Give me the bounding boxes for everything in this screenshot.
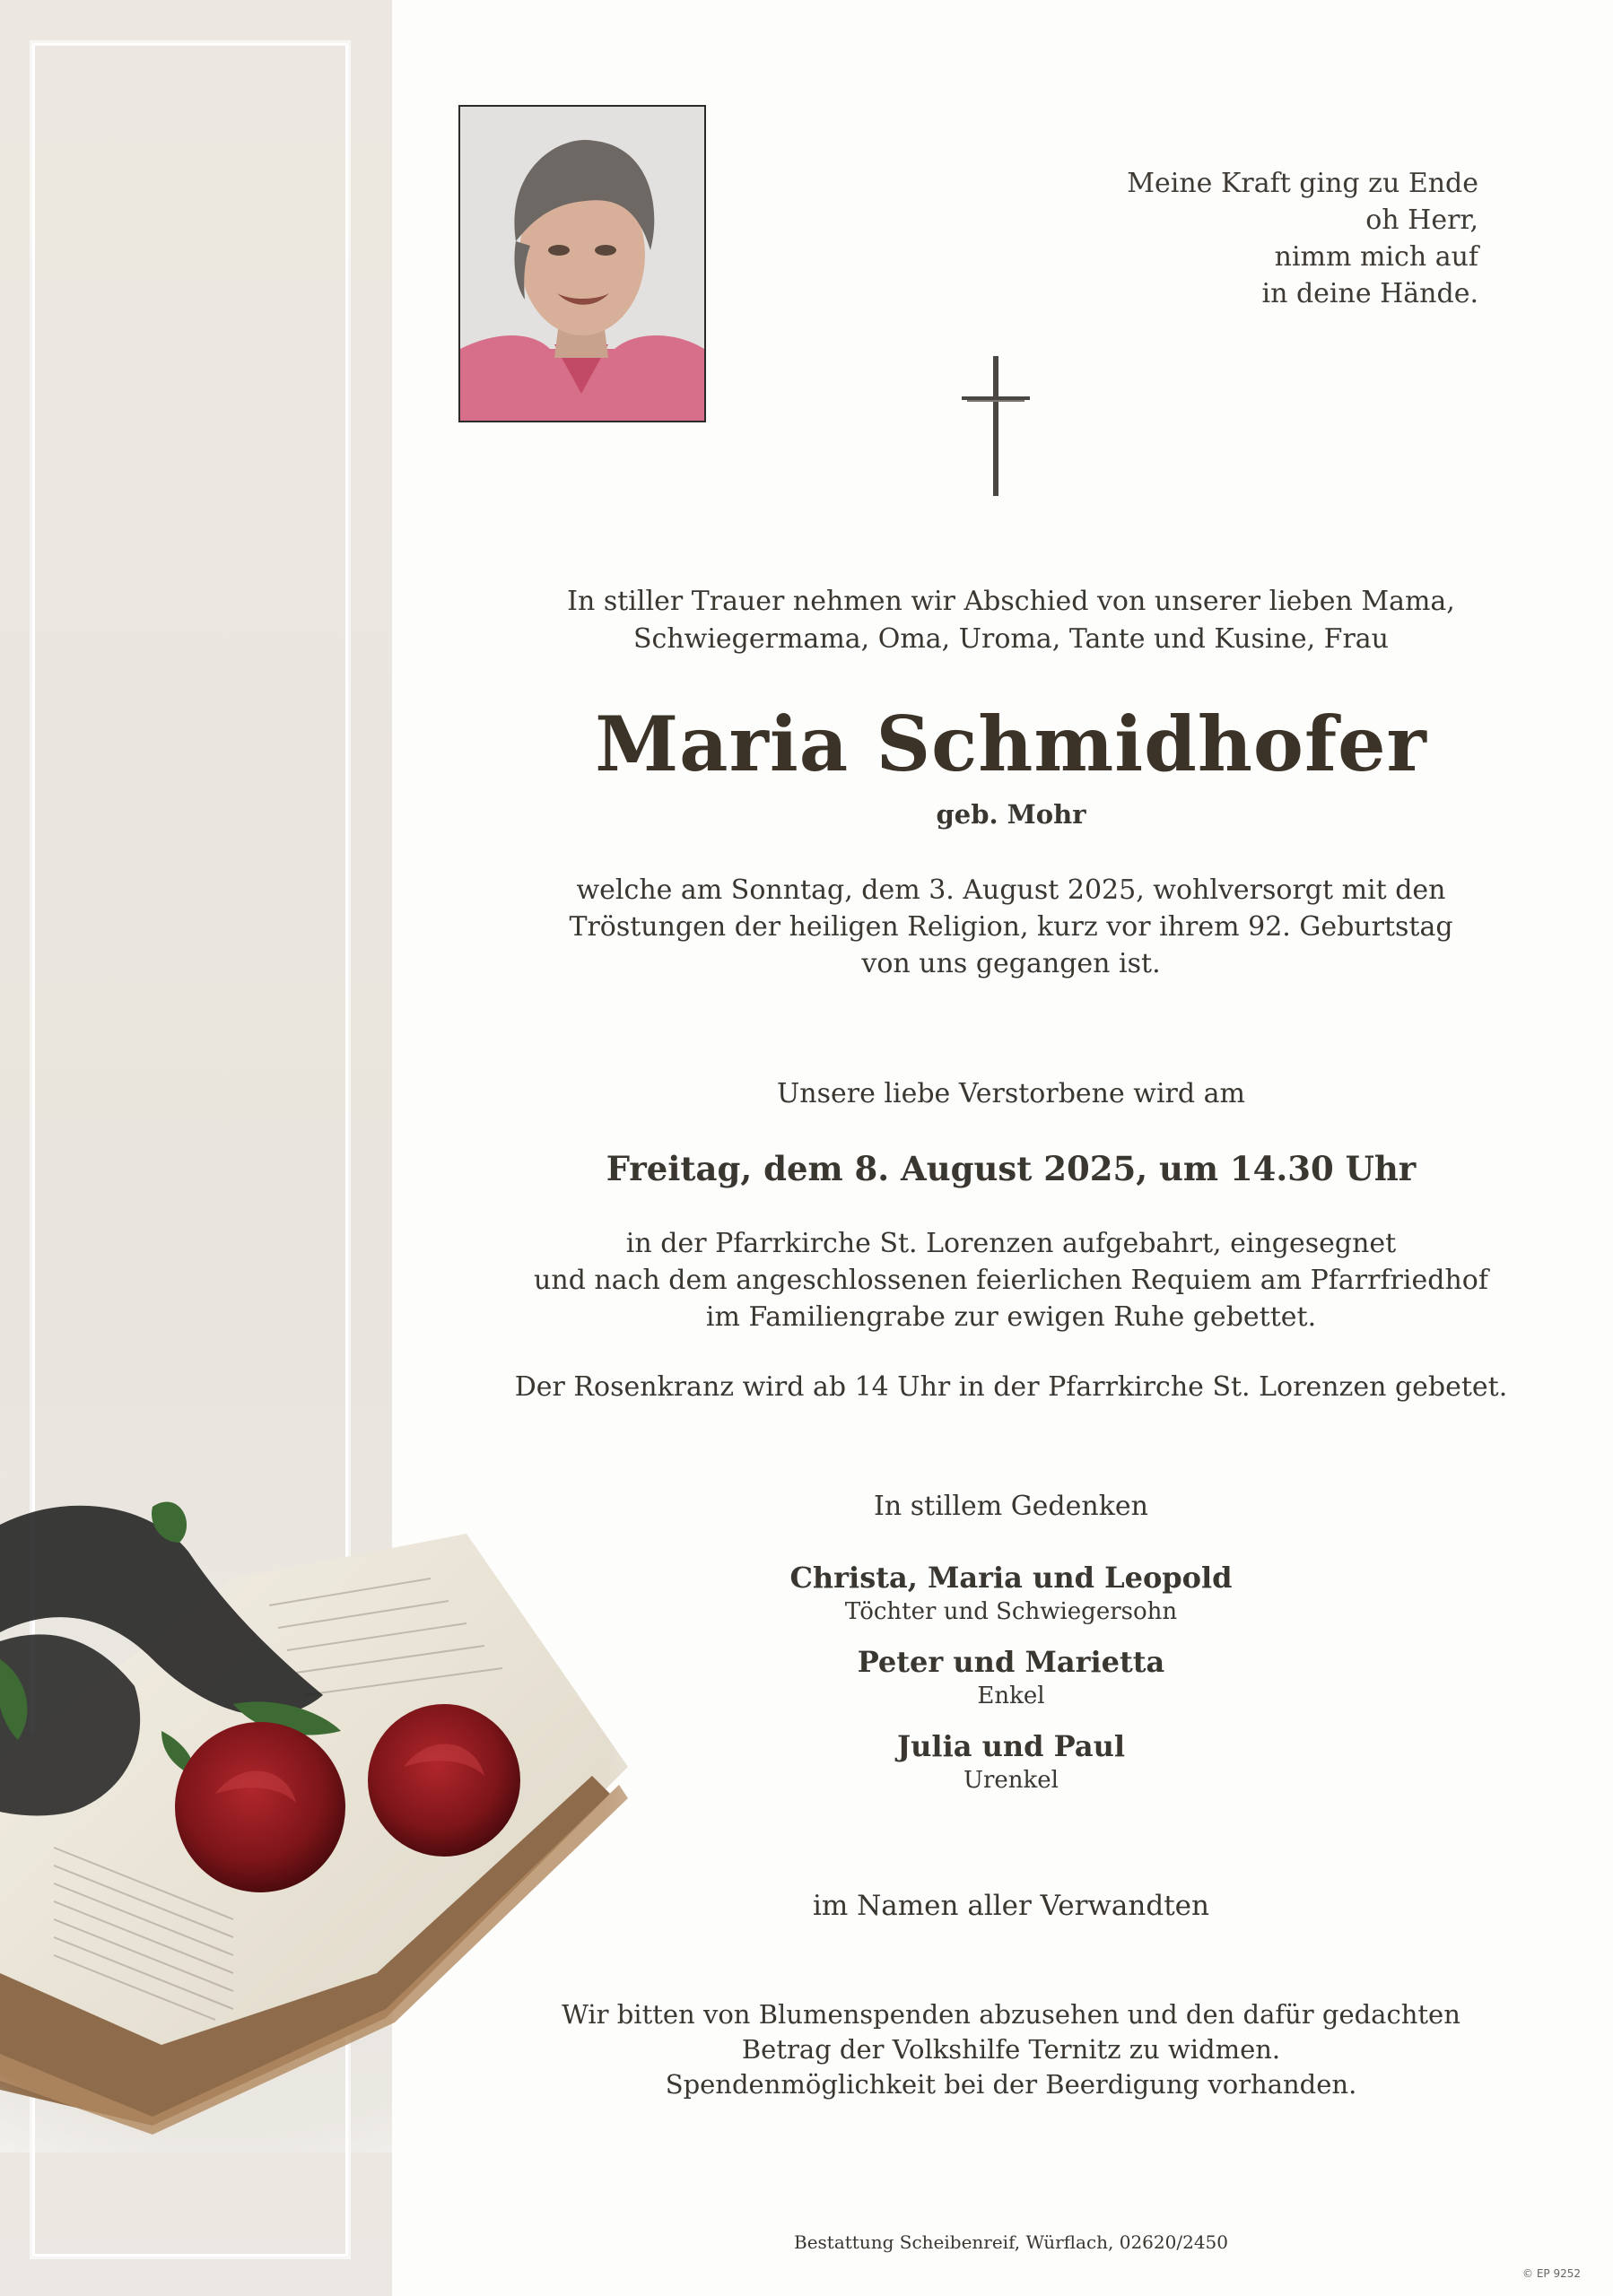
relatives-closing: im Namen aller Verwandten <box>813 1890 1209 1922</box>
death-notice-line: Tröstungen der heiligen Religion, kurz vor ihrem 92. Geburtstag <box>569 911 1453 943</box>
mourner-entry <box>484 1559 1538 1627</box>
portrait-photo <box>458 105 706 422</box>
death-notice-line: von uns gegangen ist. <box>861 948 1161 979</box>
intro-line: In stiller Trauer nehmen wir Abschied von unserer lieben Mama, <box>567 586 1455 617</box>
print-code: © EP 9252 <box>1522 2267 1581 2280</box>
funeral-intro: Unsere liebe Verstorbene wird am <box>777 1078 1245 1109</box>
donation-request <box>484 1997 1538 2102</box>
verse-line: oh Herr, <box>1365 204 1478 236</box>
mourner-relation: Enkel <box>977 1683 1045 1709</box>
donation-request-line: Betrag der Volkshilfe Ternitz zu widmen. <box>741 2034 1281 2065</box>
cross-icon <box>960 356 1032 500</box>
funeral-details <box>484 1225 1538 1335</box>
mourner-names: Peter und Marietta <box>857 1645 1165 1679</box>
intro-line: Schwiegermama, Oma, Uroma, Tante und Kusine, Frau <box>632 623 1390 655</box>
undertaker-footer: Bestattung Scheibenreif, Würflach, 02620/2450 <box>794 2231 1228 2253</box>
intro-text <box>484 583 1538 658</box>
rosary-notice: Der Rosenkranz wird ab 14 Uhr in der Pfarrkirche St. Lorenzen gebetet. <box>514 1371 1508 1403</box>
mourner-names: Christa, Maria und Leopold <box>789 1561 1233 1595</box>
verse <box>1030 165 1478 312</box>
mourner-relation: Urenkel <box>963 1767 1059 1794</box>
death-notice <box>484 872 1538 982</box>
mourner-entry <box>484 1643 1538 1711</box>
deceased-name: Maria Schmidhofer <box>595 700 1427 788</box>
mourner-names: Julia und Paul <box>897 1729 1125 1763</box>
funeral-detail-line: in der Pfarrkirche St. Lorenzen aufgebahrt, eingesegnet <box>625 1228 1397 1259</box>
donation-request-line: Spendenmöglichkeit bei der Beerdigung vorhanden. <box>665 2069 1357 2100</box>
verse-line: nimm mich auf <box>1274 241 1478 273</box>
donation-request-line: Wir bitten von Blumenspenden abzusehen und den dafür gedachten <box>562 1999 1460 2030</box>
funeral-date: Freitag, dem 8. August 2025, um 14.30 Uhr <box>606 1149 1417 1188</box>
funeral-detail-line: und nach dem angeschlossenen feierlichen Requiem am Pfarrfriedhof <box>534 1265 1488 1296</box>
death-notice-line: welche am Sonntag, dem 3. August 2025, wohlversorgt mit den <box>576 874 1446 906</box>
funeral-detail-line: im Familiengrabe zur ewigen Ruhe gebettet. <box>705 1301 1317 1333</box>
verse-line: in deine Hände. <box>1261 278 1478 309</box>
mourner-relation: Töchter und Schwiegersohn <box>844 1598 1178 1625</box>
mourners-list <box>484 1559 1538 1812</box>
mourners-heading: In stillem Gedenken <box>874 1491 1148 1522</box>
birth-name: geb. Mohr <box>936 799 1086 830</box>
mourner-entry <box>484 1727 1538 1796</box>
verse-line: Meine Kraft ging zu Ende <box>1127 168 1478 199</box>
